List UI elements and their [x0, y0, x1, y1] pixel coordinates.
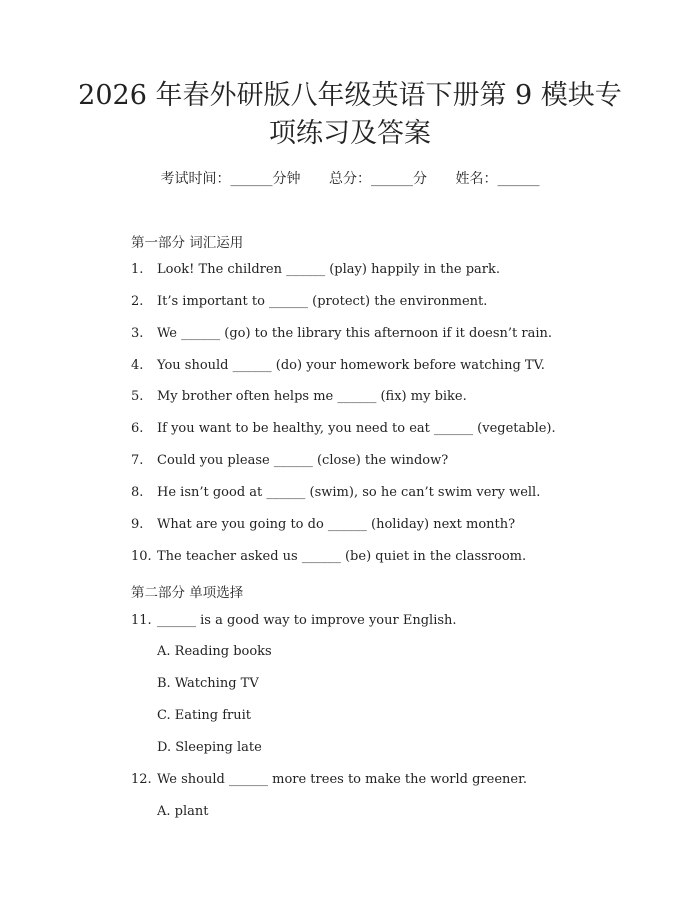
question-number: 11.	[131, 613, 152, 628]
question-text: We should ______ more trees to make the world greener.	[157, 772, 528, 787]
question-number: 2.	[131, 294, 144, 309]
question-number: 1.	[131, 262, 144, 277]
question-number: 5.	[131, 389, 144, 404]
question-number: 10.	[131, 549, 152, 564]
option-a: A. plant	[157, 804, 209, 819]
question-text: We ______ (go) to the library this afternoon if it doesn’t rain.	[157, 326, 552, 341]
question-7	[131, 453, 448, 468]
option-b: B. Watching TV	[157, 676, 259, 691]
question-number: 12.	[131, 772, 152, 787]
question-8	[131, 485, 540, 500]
question-10	[131, 549, 526, 564]
section-heading-vocabulary: 第一部分 词汇运用	[131, 235, 244, 251]
question-number: 7.	[131, 453, 144, 468]
exam-info-row	[0, 168, 700, 188]
question-number: 3.	[131, 326, 144, 341]
question-11	[131, 613, 457, 628]
question-text: ______ is a good way to improve your English.	[157, 613, 457, 628]
question-9	[131, 517, 515, 532]
option-d: D. Sleeping late	[157, 740, 262, 755]
question-number: 4.	[131, 358, 144, 373]
question-2	[131, 294, 487, 309]
question-5	[131, 389, 467, 404]
question-text: You should ______ (do) your homework before watching TV.	[157, 358, 545, 373]
name-field: 姓名：______	[455, 171, 540, 187]
question-text: The teacher asked us ______ (be) quiet in the classroom.	[157, 549, 527, 564]
option-c: C. Eating fruit	[157, 708, 251, 723]
total-score-field: 总分：______分	[329, 171, 427, 187]
question-number: 9.	[131, 517, 144, 532]
option-a: A. Reading books	[157, 644, 272, 659]
question-text: My brother often helps me ______ (fix) my bike.	[157, 389, 467, 404]
document-title-line-1: 2026 年春外研版八年级英语下册第 9 模块专	[78, 80, 622, 111]
question-4	[131, 358, 545, 373]
question-1	[131, 262, 500, 277]
document-title-line-2: 项练习及答案	[269, 118, 431, 149]
question-text: Could you please ______ (close) the window?	[157, 453, 449, 468]
question-12	[131, 772, 527, 787]
question-text: Look! The children ______ (play) happily in the park.	[157, 262, 501, 277]
exam-time-field: 考试时间：______分钟	[160, 171, 301, 187]
question-3	[131, 326, 552, 341]
question-6	[131, 421, 556, 436]
question-number: 6.	[131, 421, 144, 436]
question-number: 8.	[131, 485, 144, 500]
section-heading-multiple-choice: 第二部分 单项选择	[131, 585, 244, 601]
question-text: What are you going to do ______ (holiday) next month?	[157, 517, 516, 532]
question-text: If you want to be healthy, you need to eat ______ (vegetable).	[157, 421, 556, 436]
question-text: He isn’t good at ______ (swim), so he can’t swim very well.	[157, 485, 541, 500]
question-text: It’s important to ______ (protect) the environment.	[157, 294, 488, 309]
